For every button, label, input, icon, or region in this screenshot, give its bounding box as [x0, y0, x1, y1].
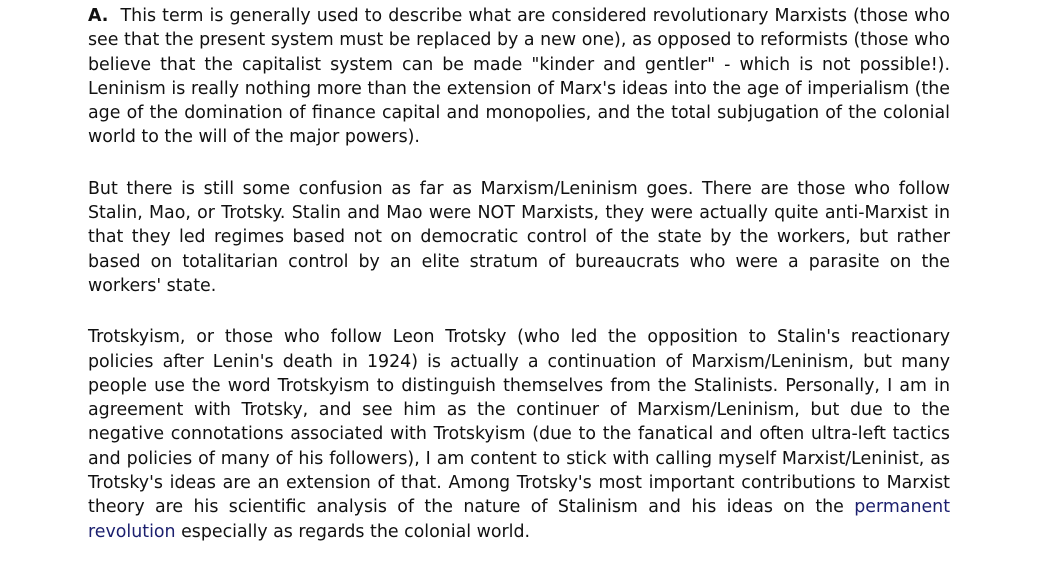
article-body — [88, 4, 950, 571]
paragraph-1-text: This term is generally used to describe what are considered revolutionary Marxists (those who see that the present system must be replaced by a new one), as opposed to reformists (those who believe that the capitalist system can be made "kinder and gentler" - which is not possible!). Leninism is really nothing more than the extension of Marx's ideas into the age of imperialism (the age of the domination of finance capital and monopolies, and the total subjugation of the colonial world to the will of the major powers). — [88, 6, 950, 148]
paragraph-3-text-before-link: Trotskyism, or those who follow Leon Trotsky (who led the opposition to Stalin's reactionary policies after Lenin's death in 1924) is actually a continuation of Marxism/Leninism, but many people use the word Trotskyism to distinguish themselves from the Stalinists. Personally, I am in agreement with Trotsky, and see him as the continuer of Marxism/Leninism, but due to the negative connotations associated with Trotskyism (due to the fanatical and often ultra-left tactics and policies of many of his followers), I am content to stick with calling myself Marxist/Leninist, as Trotsky's ideas are an extension of that. Among Trotsky's most important contributions to Marxist theory are his scientific analysis of the nature of Stalinism and his ideas on the — [88, 327, 950, 518]
answer-paragraph-3 — [88, 325, 950, 544]
answer-label: A. — [88, 6, 109, 26]
permanent-revolution-link[interactable]: permanent revolution — [88, 497, 951, 542]
answer-paragraph-2 — [88, 177, 950, 298]
answer-paragraph-1 — [88, 4, 950, 150]
paragraph-2-text: But there is still some confusion as far as Marxism/Leninism goes. There are those who follow Stalin, Mao, or Trotsky. Stalin and Mao were NOT Marxists, they were actually quite anti-Marxist in that they led regimes based not on democratic control of the state by the workers, but rather based on totalitarian control by an elite stratum of bureaucrats who were a parasite on the workers' state. — [88, 178, 950, 296]
paragraph-3-text-after-link: especially as regards the colonial world. — [181, 521, 531, 542]
